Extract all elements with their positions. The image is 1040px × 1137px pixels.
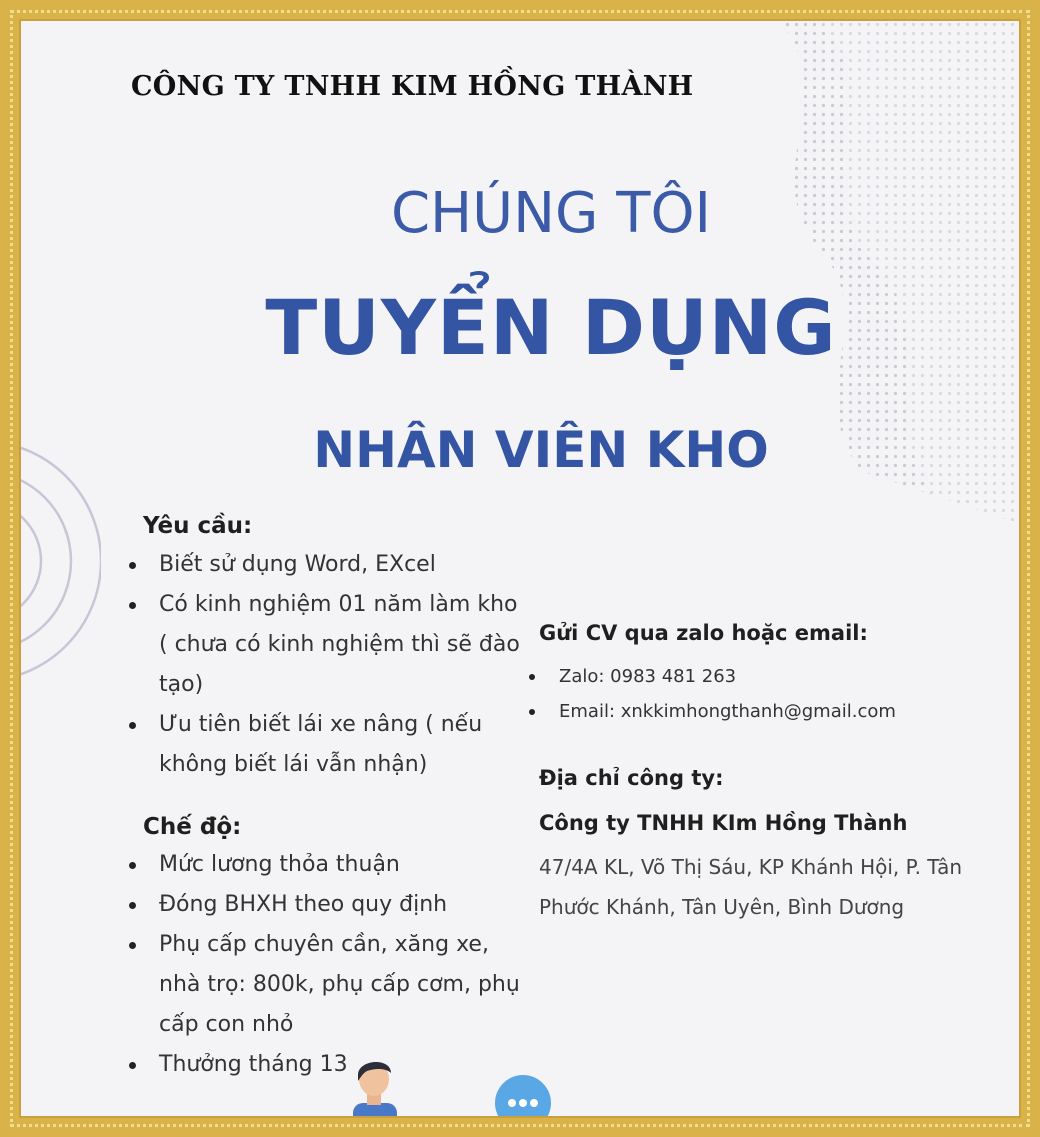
chat-bubble-icon [493, 1073, 553, 1118]
recruitment-poster [19, 19, 1021, 1118]
person-illustration [333, 1051, 413, 1118]
list-item: Biết sử dụng Word, EXcel [121, 545, 521, 585]
contact-title: Gửi CV qua zalo hoặc email: [539, 621, 868, 645]
requirements-list [121, 545, 521, 785]
list-item: Thưởng tháng 13 [121, 1045, 521, 1085]
headline-line-3: NHÂN VIÊN KHO [313, 421, 769, 479]
contact-list [521, 659, 981, 729]
benefits-title: Chế độ: [143, 814, 242, 840]
address-company: Công ty TNHH KIm Hồng Thành [539, 811, 908, 835]
list-item: Mức lương thỏa thuận [121, 845, 521, 885]
email-contact: Email: xnkkimhongthanh@gmail.com [521, 694, 981, 729]
list-item: Đóng BHXH theo quy định [121, 885, 521, 925]
list-item: Có kinh nghiệm 01 năm làm kho ( chưa có kinh nghiệm thì sẽ đào tạo) [121, 585, 521, 705]
address-text: 47/4A KL, Võ Thị Sáu, KP Khánh Hội, P. Tân Phước Khánh, Tân Uyên, Bình Dương [539, 855, 963, 919]
list-item: Phụ cấp chuyên cần, xăng xe, nhà trọ: 800k, phụ cấp cơm, phụ cấp con nhỏ [121, 925, 521, 1045]
company-name: CÔNG TY TNHH KIM HỒNG THÀNH [131, 71, 694, 102]
address-title: Địa chỉ công ty: [539, 766, 724, 790]
headline-line-2: TUYỂN DỤNG [265, 283, 837, 372]
requirements-title: Yêu cầu: [143, 513, 253, 539]
benefits-list [121, 845, 521, 1085]
headline-line-1: CHÚNG TÔI [390, 181, 712, 246]
list-item: Ưu tiên biết lái xe nâng ( nếu không biết lái vẫn nhận) [121, 705, 521, 785]
zalo-contact: Zalo: 0983 481 263 [521, 659, 981, 694]
